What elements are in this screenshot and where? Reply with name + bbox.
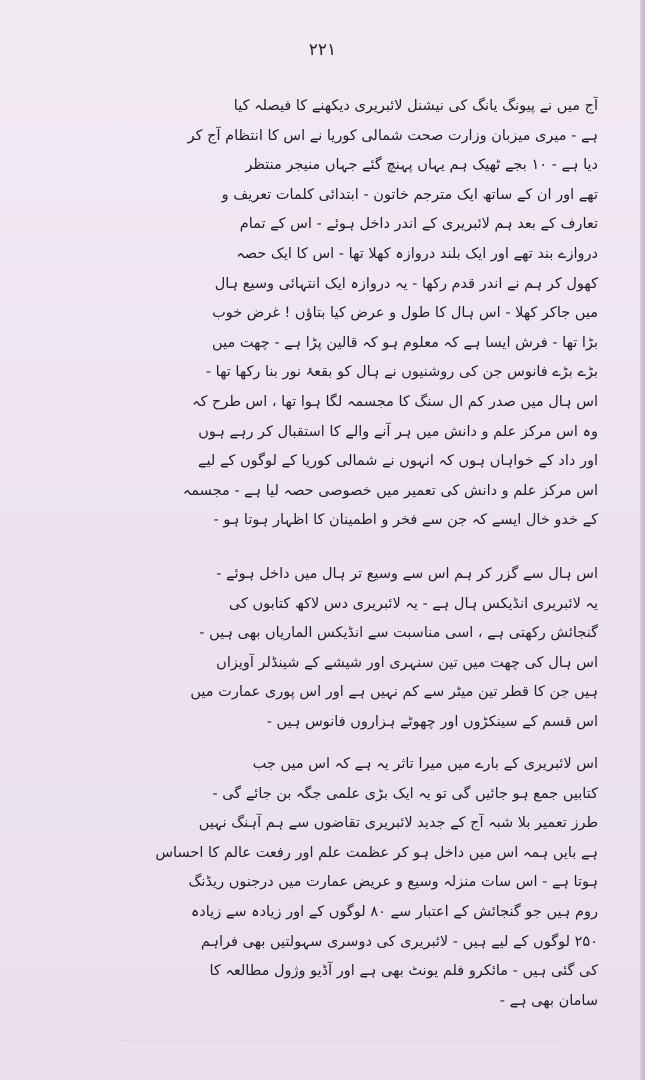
text-line: ہیں جن کا قطر تین میٹر سے کم نہیں ہے اور اس پوری عمارت میں — [190, 684, 598, 701]
text-line: ہے - میری میزبان وزارت صحت شمالی کوریا نے اس کا انتظام آج کر — [187, 127, 598, 144]
text-line: تعارف کے بعد ہم لائبریری کے اندر داخل ہوئے - اس کے تمام — [239, 216, 598, 233]
show-through-from-next-page — [120, 1040, 560, 1051]
text-line: ہوتا ہے - اس سات منزلہ وسیع و عریض عمارت میں درجنوں ریڈنگ — [188, 874, 598, 891]
text-line: کتابیں جمع ہو جائیں گی تو یہ ایک بڑی علمی جگہ بن جائے گی - — [212, 785, 598, 802]
text-line: اس لائبریری کے بارے میں میرا تاثر یہ ہے کہ اس میں جب — [252, 756, 598, 772]
text-line: کی گئی ہیں - مائکرو فلم یونٹ بھی ہے اور آڈیو وژول مطالعہ کا — [209, 963, 598, 980]
page-number: ۲۲۱ — [308, 40, 337, 60]
text-line: دیا ہے - ۱۰ بجے ٹھیک ہم یہاں پہنچ گئے جہاں منیجر منتظر — [245, 157, 598, 174]
text-line: بڑے بڑے فانوس جن کی روشنیوں نے ہال کو بقعۂ نور بنا رکھا تھا - — [205, 364, 598, 381]
text-line: اس ہال میں صدر کم ال سنگ کا مجسمہ لگا ہوا تھا ، اس طرح کہ — [191, 393, 598, 410]
text-line: آج میں نے پیونگ یانگ کی نیشنل لائبریری دیکھنے کا فیصلہ کیا — [233, 98, 598, 114]
text-line: بڑا تھا - فرش ایسا ہے کہ معلوم ہو کہ قالین پڑا ہے - چھت میں — [212, 334, 598, 351]
paragraph-1 — [58, 92, 598, 536]
text-line: ہے بایں ہمہ اس میں داخل ہو کر عظمت علم اور رفعت عالم کا احساس — [155, 844, 598, 861]
text-line: گنجائش رکھتی ہے ، اسی مناسبت سے انڈیکس الماریاں بھی ہیں - — [199, 625, 598, 642]
text-line: کے خدو خال ایسے کہ جن سے فخر و اطمینان کا اظہار ہوتا ہو - — [213, 512, 598, 529]
page-edge — [640, 0, 645, 1080]
text-line: روم ہیں جو گنجائش کے اعتبار سے ۸۰ لوگوں کے اور زیادہ سے زیادہ — [190, 903, 598, 920]
text-line: سامان بھی ہے - — [499, 992, 598, 1009]
text-line: اس ہال سے گزر کر ہم اس سے وسیع تر ہال میں داخل ہوئے - — [216, 566, 598, 582]
text-line: اس ہال کی چھت میں تین سنہری اور شیشے کے شینڈلر آویزاں — [216, 654, 598, 671]
text-line: دروازے بند تھے اور ایک بلند دروازہ کھلا تھا - اس کا ایک حصہ — [236, 245, 598, 262]
text-line: کھول کر ہم نے اندر قدم رکھا - یہ دروازہ ایک انتہائی وسیع ہال — [214, 275, 598, 292]
paragraph-2 — [58, 560, 598, 738]
text-line: میں جاکر کھلا - اس ہال کا طول و عرض کیا بتاؤں ! غرض خوب — [212, 305, 598, 322]
text-line: اس قسم کے سینکڑوں اور چھوٹے ہزاروں فانوس ہیں - — [266, 713, 598, 730]
text-line: ۲۵۰ لوگوں کے لیے ہیں - لائبریری کی دوسری سہولتیں بھی فراہم — [200, 933, 598, 950]
text-line: وہ اس مرکز علم و دانش میں ہر آنے والے کا استقبال کر رہے ہوں — [198, 423, 598, 440]
text-line: اس مرکز علم و دانش کی تعمیر میں خصوصی حصہ لیا ہے - مجسمہ — [182, 482, 598, 499]
text-line: تھے اور ان کے ساتھ ایک مترجم خاتون - ابتدائی کلمات تعریف و — [221, 186, 598, 203]
text-line: طرز تعمیر بلا شبہ آج کے جدید لائبریری تقاضوں سے ہم آہنگ نہیں — [198, 815, 598, 832]
text-line: اور داد کے خواہاں ہوں کہ انہوں نے شمالی کوریا کے لوگوں کے لیے — [198, 453, 598, 470]
text-line: یہ لائبریری انڈیکس ہال ہے - یہ لائبریری دس لاکھ کتابوں کی — [228, 595, 598, 612]
paragraph-3 — [58, 750, 598, 1016]
